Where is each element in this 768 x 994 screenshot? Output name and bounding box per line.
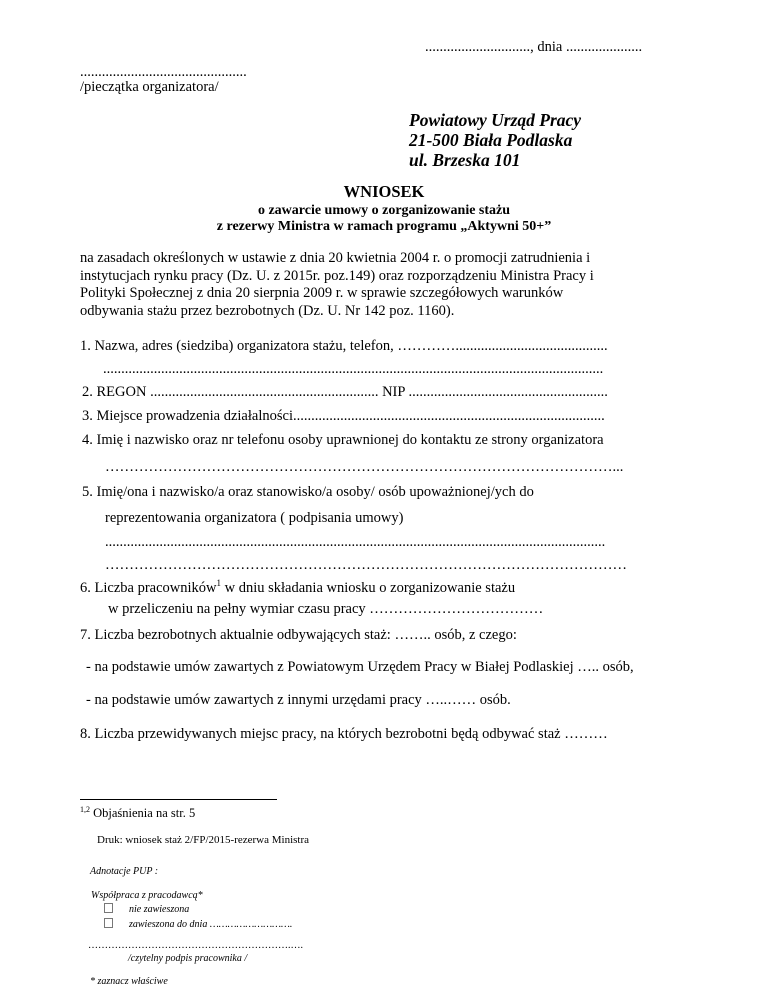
pup-option-suspended[interactable] [104, 918, 292, 930]
item-5-dots2: ……………………………………………………………………………………………… [105, 557, 627, 573]
intro-line4: odbywania stażu przez bezrobotnych (Dz. U. Nr 142 poz. 1160). [80, 302, 455, 319]
footnote [80, 805, 195, 821]
checkbox-icon[interactable] [104, 903, 113, 913]
stamp-line: .............................................. [80, 64, 247, 80]
item-1-dots: .......................................................................................................................................... [103, 361, 604, 377]
item-6-text: 6. Liczba pracowników [80, 579, 217, 596]
signature-dots: …………………………………………………….…. [88, 940, 303, 951]
item-1: 1. Nazwa, adres (siedziba) organizatora stażu, telefon, ………….......................................... [80, 338, 608, 354]
addressee-line1: Powiatowy Urząd Pracy [409, 110, 582, 130]
intro-line2: instytucjach rynku pracy (Dz. U. z 2015r. poz.149) oraz rozporządzeniu Ministra Pracy i [80, 267, 594, 284]
signature-label: /czytelny podpis pracownika / [128, 953, 248, 964]
item-4: 4. Imię i nazwisko oraz nr telefonu osoby uprawnionej do kontaktu ze strony organizatora [82, 432, 604, 448]
print-code: Druk: wniosek staż 2/FP/2015-rezerwa Ministra [97, 834, 310, 846]
item-5: 5. Imię/ona i nazwisko/a oraz stanowisko/a osoby/ osób upoważnionej/ych do [82, 484, 534, 500]
item-6-cont: w przeliczeniu na pełny wymiar czasu pracy ……………………………… [108, 601, 544, 617]
intro-paragraph [80, 250, 684, 320]
title-sub2: z rezerwy Ministra w ramach programu „Aktywni 50+” [216, 219, 552, 234]
item-6-footnote-ref: 1 [216, 578, 221, 588]
intro-line1: na zasadach określonych w ustawie z dnia 20 kwietnia 2004 r. o promocji zatrudnienia i [80, 250, 591, 266]
item-6 [80, 578, 515, 597]
addressee-line2: 21-500 Biała Podlaska [409, 130, 573, 150]
pup-coop-label: Współpraca z pracodawcą* [91, 890, 203, 901]
item-4-dots: ……………………………………………………………………………………………... [105, 459, 624, 475]
addressee-line3: ul. Brzeska 101 [409, 150, 521, 170]
pup-option-not-suspended[interactable] [104, 903, 189, 915]
pup-option1-label: nie zawieszona [129, 904, 190, 915]
item-7-a: - na podstawie umów zawartych z Powiatowym Urzędem Pracy w Białej Podlaskiej ….. osób, [86, 659, 634, 675]
intro-line3: Polityki Społecznej z dnia 20 sierpnia 2009 r. w sprawie szczegółowych warunków [80, 285, 564, 301]
item-8: 8. Liczba przewidywanych miejsc pracy, na których bezrobotni będą odbywać staż ……… [80, 726, 608, 742]
item-3: 3. Miejsce prowadzenia działalności...................................................................................... [82, 408, 605, 424]
mark-appropriate-note: * zaznacz właściwe [90, 976, 168, 987]
footnote-marker: 1,2 [80, 805, 90, 814]
item-7-b: - na podstawie umów zawartych z innymi urzędami pracy …..…… osób. [86, 692, 511, 708]
stamp-label: /pieczątka organizatora/ [80, 79, 219, 95]
item-5-cont: reprezentowania organizatora ( podpisania umowy) [105, 510, 404, 526]
footnote-divider [80, 799, 277, 800]
item-5-dots1: .......................................................................................................................................... [105, 534, 606, 550]
title-sub1: o zawarcie umowy o zorganizowanie stażu [257, 203, 511, 218]
item-2: 2. REGON ............................................................... NIP ....................................................... [82, 384, 608, 400]
place-date-line: ............................., dnia ..................... [425, 39, 643, 55]
item-6-rest: w dniu składania wniosku o zorganizowanie stażu [221, 579, 516, 596]
item-7: 7. Liczba bezrobotnych aktualnie odbywających staż: …….. osób, z czego: [80, 627, 517, 643]
document-title: WNIOSEK [343, 182, 425, 201]
pup-notes-heading: Adnotacje PUP : [90, 866, 159, 877]
footnote-text: Objaśnienia na str. 5 [90, 806, 196, 821]
pup-option2-label: zawieszona do dnia ………………………. [129, 919, 293, 930]
checkbox-icon[interactable] [104, 918, 113, 928]
